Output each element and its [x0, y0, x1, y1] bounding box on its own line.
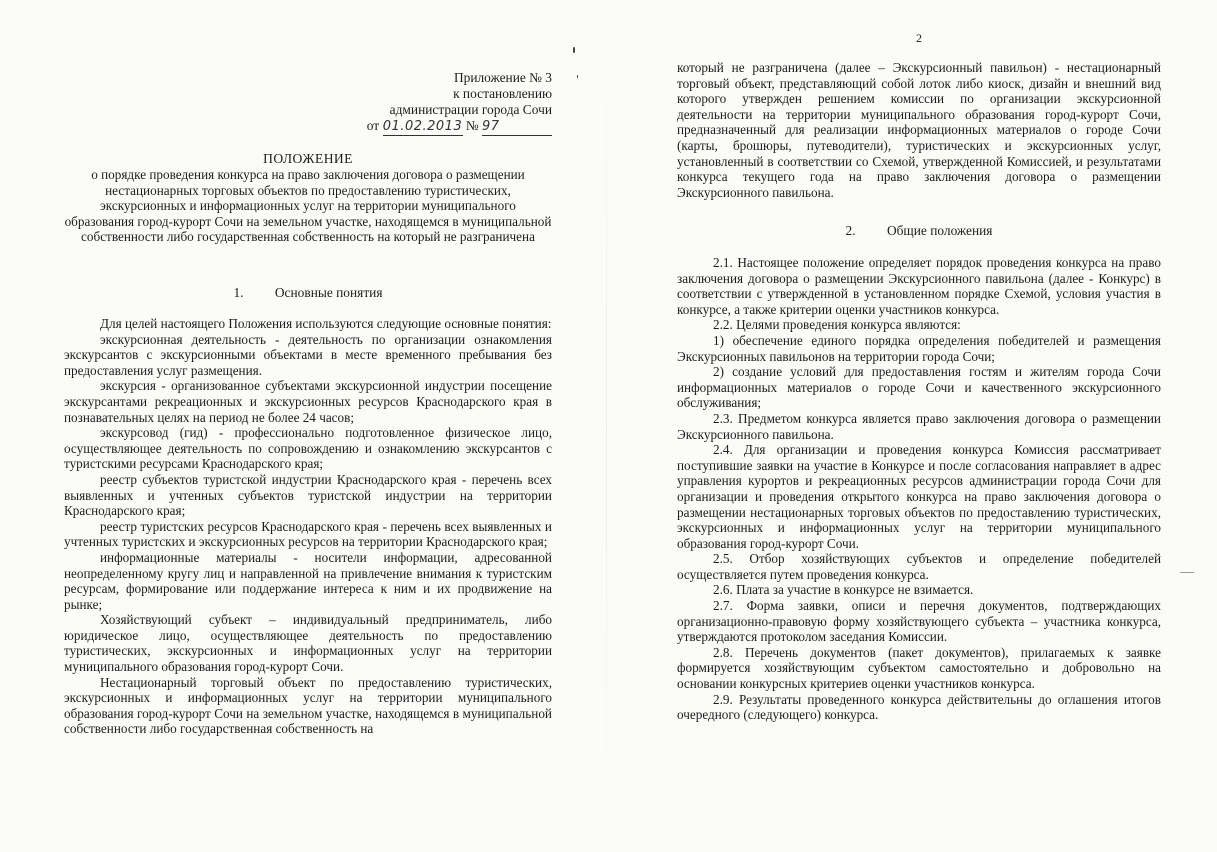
- section-1-label: Основные понятия: [274, 285, 383, 300]
- clause: 2.2. Целями проведения конкурса являются:: [713, 317, 961, 333]
- paragraph: реестр туристских ресурсов Краснодарского края - перечень всех выявленных и учтенных туристских и экскурсионных ресурсов на территории Краснодарского края;: [64, 518, 552, 550]
- clause: 2.6. Плата за участие в конкурсе не взимается.: [713, 582, 974, 598]
- right-page: [677, 0, 1161, 852]
- document-title: ПОЛОЖЕНИЕ: [263, 151, 353, 166]
- page-number: 2: [916, 31, 922, 45]
- appendix-line-2: к постановлению: [453, 86, 552, 101]
- clause: 2.7. Форма заявки, описи и перечня документов, подтверждающих организационно-правовую форму хозяйствующего субъекта – участника конкурса, утверждаются протоколом заседания Комиссии.: [677, 598, 1161, 645]
- number-value: 97: [482, 119, 552, 136]
- section-1-number: 1.: [233, 285, 244, 300]
- clause: 2.9. Результаты проведенного конкурса действительны до оглашения итогов очередного (следующего) конкурса.: [677, 691, 1161, 723]
- scan-speck: [573, 47, 575, 53]
- clause: 2.1. Настоящее положение определяет порядок проведения конкурса на право заключения договора о размещении Экскурсионного павильона (далее - Конкурс) в соответствии с утвержденной в установленном порядке Схемой, условия участия в конкурсе, а также критерии оценки участников конкурса.: [677, 255, 1161, 317]
- paragraph: Нестационарный торговый объект по предоставлению туристических, экскурсионных и информационных услуг на территории муниципального образования город-курорт Сочи на земельном участке, находящемся в муниципальной собственности либо государственная собственность на: [64, 674, 552, 737]
- scan-speck: [577, 75, 578, 78]
- date-prefix: от: [366, 118, 380, 133]
- paragraph: Хозяйствующий субъект – индивидуальный предприниматель, либо юридическое лицо, осуществляющее деятельность по предоставлению туристических, экскурсионных и информационных услуг на территории муниципального образования город-курорт Сочи.: [64, 612, 552, 675]
- clauses-block: [677, 255, 1161, 723]
- left-page: [64, 0, 552, 852]
- clause: 2) создание условий для предоставления гостям и жителям города Сочи информационных материалов о городе Сочи и качественного экскурсионного обслуживания;: [677, 364, 1161, 411]
- appendix-date-line: [367, 118, 552, 136]
- paragraph: реестр субъектов туристской индустрии Краснодарского края - перечень всех выявленных и учтенных субъектов туристской индустрии на территории Краснодарского края;: [64, 471, 552, 519]
- clause: 2.3. Предметом конкурса является право заключения договора о размещении Экскурсионного павильона.: [677, 410, 1161, 442]
- paragraph: экскурсионная деятельность - деятельность по организации ознакомления экскурсантов с экскурсионными объектами в месте временного пребывания без предоставления услуг размещения.: [64, 331, 552, 378]
- section-2-number: 2.: [845, 223, 856, 238]
- number-prefix: №: [465, 118, 479, 133]
- appendix-line-1: Приложение № 3: [453, 70, 552, 85]
- paragraph: который не разграничена (далее – Экскурсионный павильон) - нестационарный торговый объект, представляющий собой лоток либо киоск, дизайн и внешний вид которого утвержден решением комиссии по организации экскурсионной деятельности на территории муниципального образования город-курорт Сочи, предназначенный для реализации информационных материалов о городе Сочи (карты, брошюры, путеводители), туристических и экскурсионных услуг, установленный в соответствии со Схемой, утвержденной Комиссией, и результатами конкурса текущего года на право заключения договора о размещении Экскурсионного павильона.: [677, 60, 1161, 200]
- date-value: 01.02.2013: [382, 119, 463, 134]
- clause: 2.5. Отбор хозяйствующих субъектов и определение победителей осуществляется путем проведения конкурса.: [677, 551, 1161, 582]
- section-2-label: Общие положения: [886, 223, 993, 238]
- paragraph: экскурсия - организованное субъектами экскурсионной индустрии посещение экскурсантами рекреационных и экскурсионных ресурсов Краснодарского края в познавательных целях на период не более 24 часов;: [64, 378, 552, 425]
- page-fold: [606, 0, 607, 852]
- appendix-line-3: администрации города Сочи: [389, 102, 552, 117]
- scan-speck: [1180, 572, 1194, 573]
- clause: 1) обеспечение единого порядка определения победителей и размещения Экскурсионных павильонов на территории города Сочи;: [677, 332, 1161, 364]
- section-1-title: [64, 285, 552, 301]
- clause: 2.4. Для организации и проведения конкурса Комиссия рассматривает поступившие заявки на участие в Конкурсе и после согласования направляет в адрес управления курортов и рекреационных ресурсов администрации города Сочи для организации и проведения открытого конкурса на право заключения договора о размещении нестационарных торговых объектов по предоставлению туристических, экскурсионных и информационных услуг на территории муниципального образования город-курорт Сочи.: [677, 442, 1161, 551]
- document-subtitle: о порядке проведения конкурса на право заключения договора о размещении нестационарных торговых объектов по предоставлению туристических, экскурсионных и информационных услуг на территории муниципального образования город-курорт Сочи на земельном участке, находящемся в муниципальной собственности либо государственная собственность на который не разграничена: [64, 167, 552, 245]
- paragraph: экскурсовод (гид) - профессионально подготовленное физическое лицо, осуществляющее деятельность по сопровождению и ознакомлению экскурсантов с туристскими ресурсами Краснодарского края;: [64, 425, 552, 472]
- clause: 2.8. Перечень документов (пакет документов), прилагаемых к заявке формируется хозяйствующим субъектом самостоятельно и добровольно на основании конкурсных критериев оценки участников конкурса.: [677, 644, 1161, 692]
- paragraph: информационные материалы - носители информации, адресованной неопределенному кругу лиц и направленной на привлечение внимания к туристским ресурсам, формирование или поддержание интереса к ним и их продвижение на рынке;: [64, 549, 552, 612]
- definitions-block: [64, 316, 552, 737]
- appendix-header: [367, 70, 552, 136]
- continuation-block: [677, 60, 1161, 200]
- paragraph: Для целей настоящего Положения используются следующие основные понятия:: [100, 316, 552, 331]
- section-2-title: [677, 223, 1161, 239]
